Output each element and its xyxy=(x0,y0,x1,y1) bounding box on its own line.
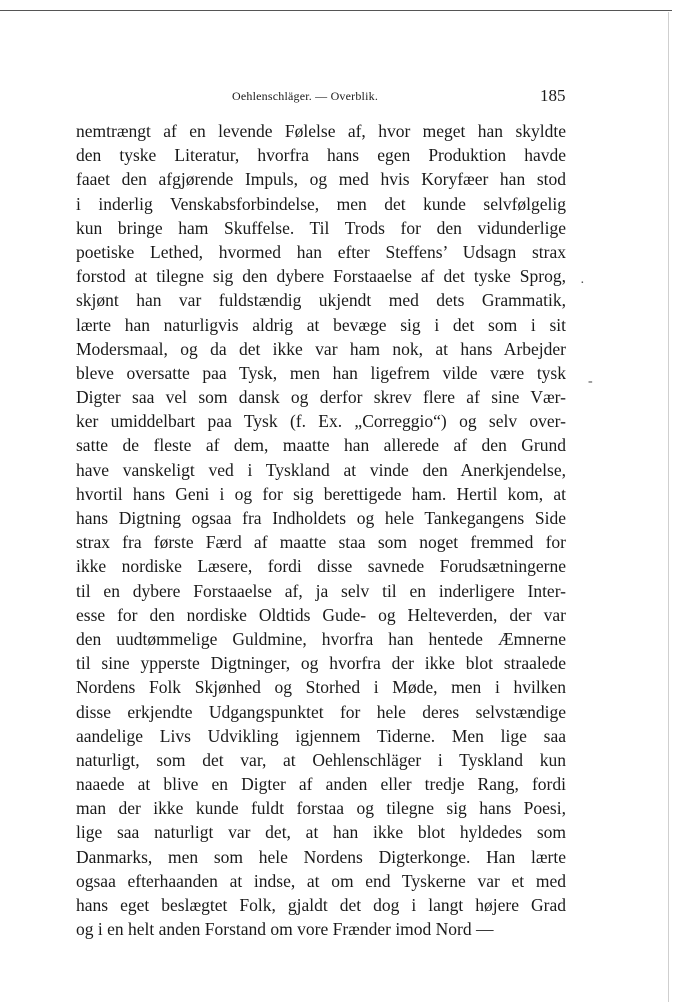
text-line: have vanskeligt ved i Tyskland at vinde den Anerkjendelse, xyxy=(76,459,566,480)
text-line: i inderlig Venskabsforbindelse, men det kunde selvfølgelig xyxy=(76,193,566,214)
text-line: til sine ypperste Digtninger, og hvorfra der ikke blot straalede xyxy=(76,653,566,674)
text-line: skjønt han var fuldstændig ukjendt med dets Grammatik, xyxy=(76,290,566,311)
text-line: naturligt, som det var, at Oehlenschläger i Tyskland kun xyxy=(76,749,566,770)
text-line: hans Digtning ogsaa fra Indholdets og hele Tankegangens Side xyxy=(76,508,566,528)
text-line: nemtrængt af en levende Følelse af, hvor meget han skyldte xyxy=(76,121,566,141)
text-line: ogsaa efterhaanden at indse, at om end Tyskerne var et med xyxy=(76,870,566,891)
margin-mark: - xyxy=(588,374,593,389)
text-line: Nordens Folk Skjønhed og Storhed i Møde, men i hvilken xyxy=(76,677,566,698)
text-line: forstod at tilegne sig den dybere Forstaaelse af det tyske Sprog, xyxy=(76,266,566,287)
running-header: Oehlenschläger. — Overblik. xyxy=(232,89,379,103)
text-line: hvortil hans Geni i og for sig berettigede ham. Hertil kom, at xyxy=(76,483,566,504)
text-line: Danmarks, men som hele Nordens Digterkonge. Han lærte xyxy=(76,846,566,867)
text-line: Modersmaal, og da det ikke var ham nok, at hans Arbejder xyxy=(76,338,566,359)
text-line: faaet den afgjørende Impuls, og med hvis Koryfæer han stod xyxy=(76,169,566,190)
text-line: Digter saa vel som dansk og derfor skrev flere af sine Vær- xyxy=(76,387,566,408)
text-line: ker umiddelbart paa Tysk (f. Ex. „Correggio“) og selv over- xyxy=(76,411,566,432)
margin-mark: · xyxy=(580,276,585,291)
text-line: bleve oversatte paa Tysk, men han ligefrem vilde være tysk xyxy=(76,362,566,383)
text-line: man der ikke kunde fuldt forstaa og tilegne sig hans Poesi, xyxy=(76,798,566,819)
text-line: den uudtømmelige Guldmine, hvorfra han hentede Æmnerne xyxy=(76,628,566,649)
text-line: og i en helt anden Forstand om vore Frænder imod Nord — xyxy=(76,919,494,940)
text-line: esse for den nordiske Oldtids Gude- og Helteverden, der var xyxy=(76,604,566,625)
text-line: til en dybere Forstaaelse af, ja selv til en inderligere Inter- xyxy=(76,580,566,601)
text-line: hans eget beslægtet Folk, gjaldt det dog i langt højere Grad xyxy=(76,895,566,915)
text-line: lærte han naturligvis aldrig at bevæge sig i det som i sit xyxy=(76,314,566,335)
page-number: 185 xyxy=(540,86,566,105)
top-rule xyxy=(0,10,672,11)
body-text xyxy=(76,119,566,941)
text-line: strax fra første Færd af maatte staa som noget fremmed for xyxy=(76,532,566,553)
text-line: lige saa naturligt var det, at han ikke blot hyldedes som xyxy=(76,822,566,843)
text-line: kun bringe ham Skuffelse. Til Trods for den vidunderlige xyxy=(76,217,566,238)
text-line: aandelige Livs Udvikling igjennem Tiderne. Men lige saa xyxy=(76,725,566,746)
page-edge xyxy=(668,12,669,1002)
text-line: den tyske Literatur, hvorfra hans egen Produktion havde xyxy=(76,145,566,166)
text-line: naaede at blive en Digter af anden eller tredje Rang, fordi xyxy=(76,774,566,795)
text-line: satte de fleste af dem, maatte han allerede af den Grund xyxy=(76,435,566,456)
text-line: disse erkjendte Udgangspunktet for hele deres selvstændige xyxy=(76,701,566,722)
text-line: poetiske Lethed, hvormed han efter Steffens’ Udsagn strax xyxy=(76,241,566,262)
text-line: ikke nordiske Læsere, fordi disse savnede Forudsætningerne xyxy=(76,556,566,577)
